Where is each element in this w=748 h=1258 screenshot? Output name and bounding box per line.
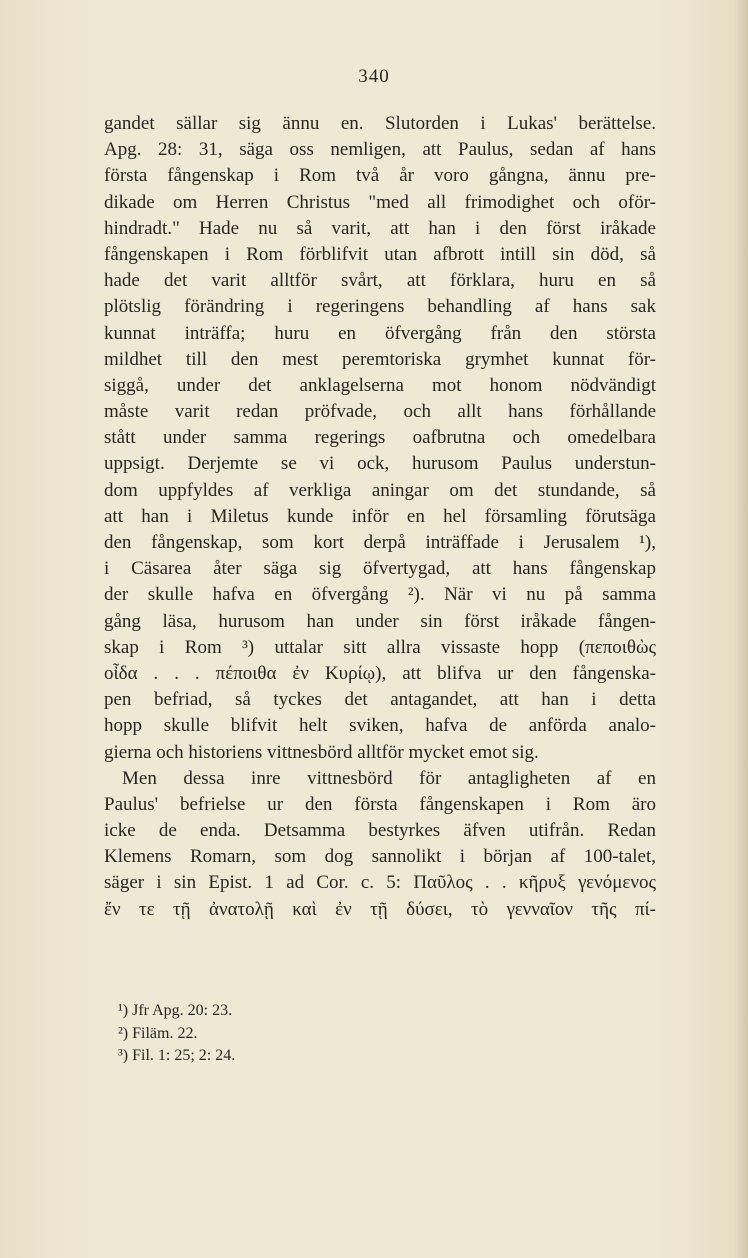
body-line: icke de enda. Detsamma bestyrkes äfven utifrån. Redan xyxy=(104,820,656,842)
body-line: Paulus' befrielse ur den första fångenskapen i Rom äro xyxy=(104,793,656,815)
page-edge-shadow xyxy=(734,0,748,1258)
body-line: gång läsa, hurusom han under sin först iråkade fången- xyxy=(104,610,656,632)
body-line: der skulle hafva en öfvergång ²). När vi nu på samma xyxy=(104,584,656,606)
footnote: ²) Filäm. 22. xyxy=(118,1024,198,1042)
body-line: att han i Miletus kunde inför en hel församling förutsäga xyxy=(104,505,656,527)
body-line: gierna och historiens vittnesbörd alltför mycket emot sig. xyxy=(104,741,539,763)
body-line: Klemens Romarn, som dog sannolikt i början af 100-talet, xyxy=(104,846,656,868)
body-line: gandet sällar sig ännu en. Slutorden i Lukas' berättelse. xyxy=(104,113,656,134)
body-line: fångenskapen i Rom förblifvit utan afbrott intill sin död, så xyxy=(104,243,656,265)
body-line: Men dessa inre vittnesbörd för antagligheten af en xyxy=(122,767,656,789)
body-line: pen befriad, så tyckes det antagandet, att han i detta xyxy=(104,689,656,711)
body-line: säger i sin Epist. 1 ad Cor. c. 5: Παῦλος . . κῆρυξ γενόμενος xyxy=(104,872,656,894)
body-line: stått under samma regerings oafbrutna och omedelbara xyxy=(104,427,656,449)
body-line: i Cäsarea åter säga sig öfvertygad, att hans fångenskap xyxy=(104,558,656,580)
body-line: οἶδα . . . πέποιθα ἐν Κυρίῳ), att blifva ur den fångenska- xyxy=(104,662,656,684)
body-line: den fångenskap, som kort derpå inträffade i Jerusalem ¹), xyxy=(104,532,656,553)
body-line: siggå, under det anklagelserna mot honom nödvändigt xyxy=(104,374,656,396)
body-line: måste varit redan pröfvade, och allt hans förhållande xyxy=(104,401,656,423)
body-text xyxy=(104,111,656,923)
footnotes xyxy=(104,1000,504,1068)
body-line: dom uppfyldes af verkliga aningar om det stundande, så xyxy=(104,479,656,501)
footnote: ³) Fil. 1: 25; 2: 24. xyxy=(118,1047,236,1065)
body-line: plötslig förändring i regeringens behandling af hans sak xyxy=(104,296,656,318)
body-line: hindradt." Hade nu så varit, att han i den först iråkade xyxy=(104,217,656,239)
body-line: ἔν τε τῇ ἀνατολῇ καὶ ἐν τῇ δύσει, τὸ γενναῖον τῆς πί- xyxy=(104,898,656,920)
body-line: Apg. 28: 31, säga oss nemligen, att Paulus, sedan af hans xyxy=(104,139,656,161)
body-line: skap i Rom ³) uttalar sitt allra vissaste hopp (πεποιθὼς xyxy=(104,636,656,658)
page-number: 340 xyxy=(358,66,390,87)
footnote: ¹) Jfr Apg. 20: 23. xyxy=(118,1002,233,1019)
body-line: dikade om Herren Christus "med all frimodighet och oför- xyxy=(104,191,656,213)
body-line: mildhet till den mest peremtoriska grymhet kunnat för- xyxy=(104,348,656,370)
body-line: hade det varit alltför svårt, att förklara, huru en så xyxy=(104,270,656,292)
body-line: kunnat inträffa; huru en öfvergång från den största xyxy=(104,322,656,344)
body-line: hopp skulle blifvit helt sviken, hafva de anförda analo- xyxy=(104,715,656,737)
body-line: uppsigt. Derjemte se vi ock, hurusom Paulus understun- xyxy=(104,453,656,475)
body-line: första fångenskap i Rom två år voro gångna, ännu pre- xyxy=(104,165,656,187)
